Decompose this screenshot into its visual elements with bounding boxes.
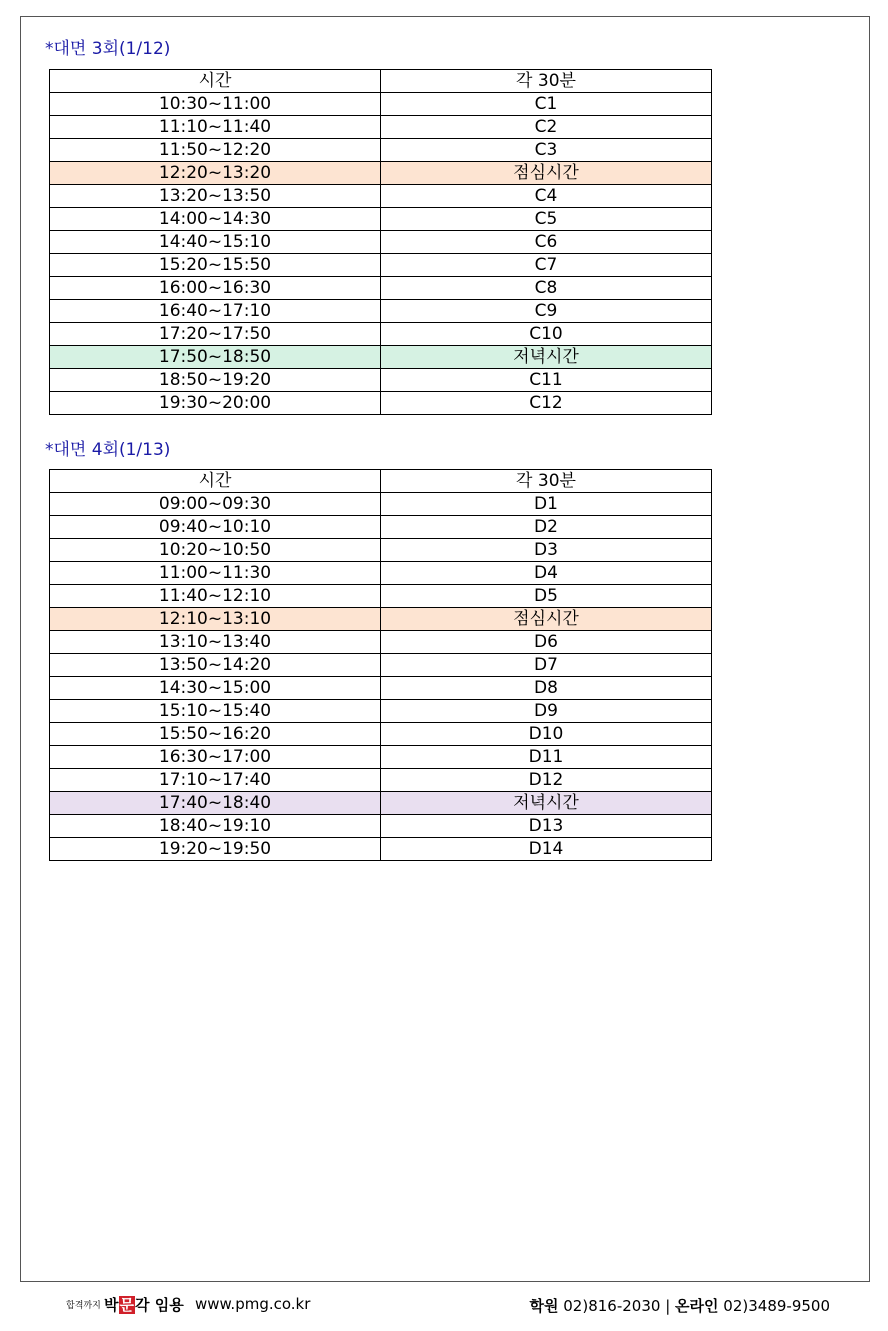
- slot-cell: D8: [381, 677, 712, 700]
- table-row: [50, 608, 712, 631]
- header-slot: 각 30분: [381, 70, 712, 93]
- slot-cell: D3: [381, 539, 712, 562]
- table-row: [50, 277, 712, 300]
- table-row: [50, 769, 712, 792]
- time-cell: 18:40~19:10: [50, 815, 381, 838]
- time-cell: 17:40~18:40: [50, 792, 381, 815]
- table-row: [50, 746, 712, 769]
- table-row: [50, 231, 712, 254]
- time-cell: 11:10~11:40: [50, 116, 381, 139]
- table-row: [50, 369, 712, 392]
- slot-cell: C6: [381, 231, 712, 254]
- table-row: [50, 700, 712, 723]
- table-row: [50, 815, 712, 838]
- slot-cell: C11: [381, 369, 712, 392]
- slot-cell: D11: [381, 746, 712, 769]
- online-label: 온라인: [675, 1297, 719, 1315]
- slot-cell: D6: [381, 631, 712, 654]
- slot-cell: C1: [381, 93, 712, 116]
- academy-label: 학원: [529, 1297, 559, 1315]
- table-row: [50, 323, 712, 346]
- footer-url[interactable]: www.pmg.co.kr: [195, 1295, 311, 1313]
- header-time: 시간: [50, 470, 381, 493]
- time-cell: 13:10~13:40: [50, 631, 381, 654]
- slot-cell: 점심시간: [381, 608, 712, 631]
- table-row: [50, 654, 712, 677]
- table-row: [50, 677, 712, 700]
- slot-cell: D12: [381, 769, 712, 792]
- time-cell: 15:10~15:40: [50, 700, 381, 723]
- brand-logo[interactable]: [104, 1294, 184, 1315]
- slot-cell: C3: [381, 139, 712, 162]
- time-cell: 17:10~17:40: [50, 769, 381, 792]
- table-row: [50, 792, 712, 815]
- slot-cell: C4: [381, 185, 712, 208]
- slot-cell: D5: [381, 585, 712, 608]
- time-cell: 18:50~19:20: [50, 369, 381, 392]
- time-cell: 11:00~11:30: [50, 562, 381, 585]
- online-phone: 02)3489-9500: [723, 1297, 830, 1315]
- table-row: [50, 162, 712, 185]
- time-cell: 16:30~17:00: [50, 746, 381, 769]
- section-title-3: *대면 3회(1/12): [45, 39, 171, 59]
- table-row: [50, 139, 712, 162]
- slot-cell: D2: [381, 516, 712, 539]
- table-row: [50, 585, 712, 608]
- time-cell: 15:50~16:20: [50, 723, 381, 746]
- table-row: [50, 562, 712, 585]
- time-cell: 10:20~10:50: [50, 539, 381, 562]
- footer-tagline: 합격까지: [66, 1301, 101, 1311]
- brand-red: 문: [119, 1296, 134, 1314]
- time-cell: 11:40~12:10: [50, 585, 381, 608]
- schedule-table-3: [49, 69, 712, 415]
- slot-cell: C8: [381, 277, 712, 300]
- schedule-body: [50, 470, 712, 861]
- slot-cell: 저녁시간: [381, 792, 712, 815]
- time-cell: 17:50~18:50: [50, 346, 381, 369]
- slot-cell: C7: [381, 254, 712, 277]
- table-row: [50, 254, 712, 277]
- brand-post: 각 임용: [135, 1296, 184, 1314]
- brand-pre: 박: [104, 1296, 119, 1314]
- table-row: [50, 838, 712, 861]
- schedule-table-4: [49, 469, 712, 861]
- slot-cell: 점심시간: [381, 162, 712, 185]
- table-row: [50, 723, 712, 746]
- time-cell: 09:40~10:10: [50, 516, 381, 539]
- table-row: [50, 116, 712, 139]
- slot-cell: C5: [381, 208, 712, 231]
- header-slot: 각 30분: [381, 470, 712, 493]
- time-cell: 13:20~13:50: [50, 185, 381, 208]
- slot-cell: 저녁시간: [381, 346, 712, 369]
- slot-cell: D9: [381, 700, 712, 723]
- table-row: [50, 185, 712, 208]
- table-row: [50, 516, 712, 539]
- time-cell: 16:00~16:30: [50, 277, 381, 300]
- time-cell: 13:50~14:20: [50, 654, 381, 677]
- slot-cell: C10: [381, 323, 712, 346]
- header-row: [50, 470, 712, 493]
- table-row: [50, 346, 712, 369]
- academy-phone: 02)816-2030: [563, 1297, 661, 1315]
- time-cell: 15:20~15:50: [50, 254, 381, 277]
- table-row: [50, 539, 712, 562]
- slot-cell: D13: [381, 815, 712, 838]
- time-cell: 10:30~11:00: [50, 93, 381, 116]
- header-row: [50, 70, 712, 93]
- slot-cell: D10: [381, 723, 712, 746]
- time-cell: 16:40~17:10: [50, 300, 381, 323]
- table-row: [50, 493, 712, 516]
- time-cell: 17:20~17:50: [50, 323, 381, 346]
- schedule-body: [50, 70, 712, 415]
- time-cell: 14:30~15:00: [50, 677, 381, 700]
- slot-cell: D1: [381, 493, 712, 516]
- footer-separator: |: [665, 1297, 671, 1315]
- slot-cell: D14: [381, 838, 712, 861]
- time-cell: 19:20~19:50: [50, 838, 381, 861]
- table-row: [50, 300, 712, 323]
- table-row: [50, 208, 712, 231]
- slot-cell: C9: [381, 300, 712, 323]
- time-cell: 09:00~09:30: [50, 493, 381, 516]
- time-cell: 14:00~14:30: [50, 208, 381, 231]
- slot-cell: D7: [381, 654, 712, 677]
- footer-contact: [529, 1295, 830, 1316]
- time-cell: 12:10~13:10: [50, 608, 381, 631]
- slot-cell: D4: [381, 562, 712, 585]
- time-cell: 12:20~13:20: [50, 162, 381, 185]
- header-time: 시간: [50, 70, 381, 93]
- footer: [0, 1292, 888, 1318]
- section-title-4: *대면 4회(1/13): [45, 440, 171, 460]
- table-row: [50, 93, 712, 116]
- time-cell: 14:40~15:10: [50, 231, 381, 254]
- slot-cell: C12: [381, 392, 712, 415]
- table-row: [50, 392, 712, 415]
- table-row: [50, 631, 712, 654]
- time-cell: 19:30~20:00: [50, 392, 381, 415]
- time-cell: 11:50~12:20: [50, 139, 381, 162]
- slot-cell: C2: [381, 116, 712, 139]
